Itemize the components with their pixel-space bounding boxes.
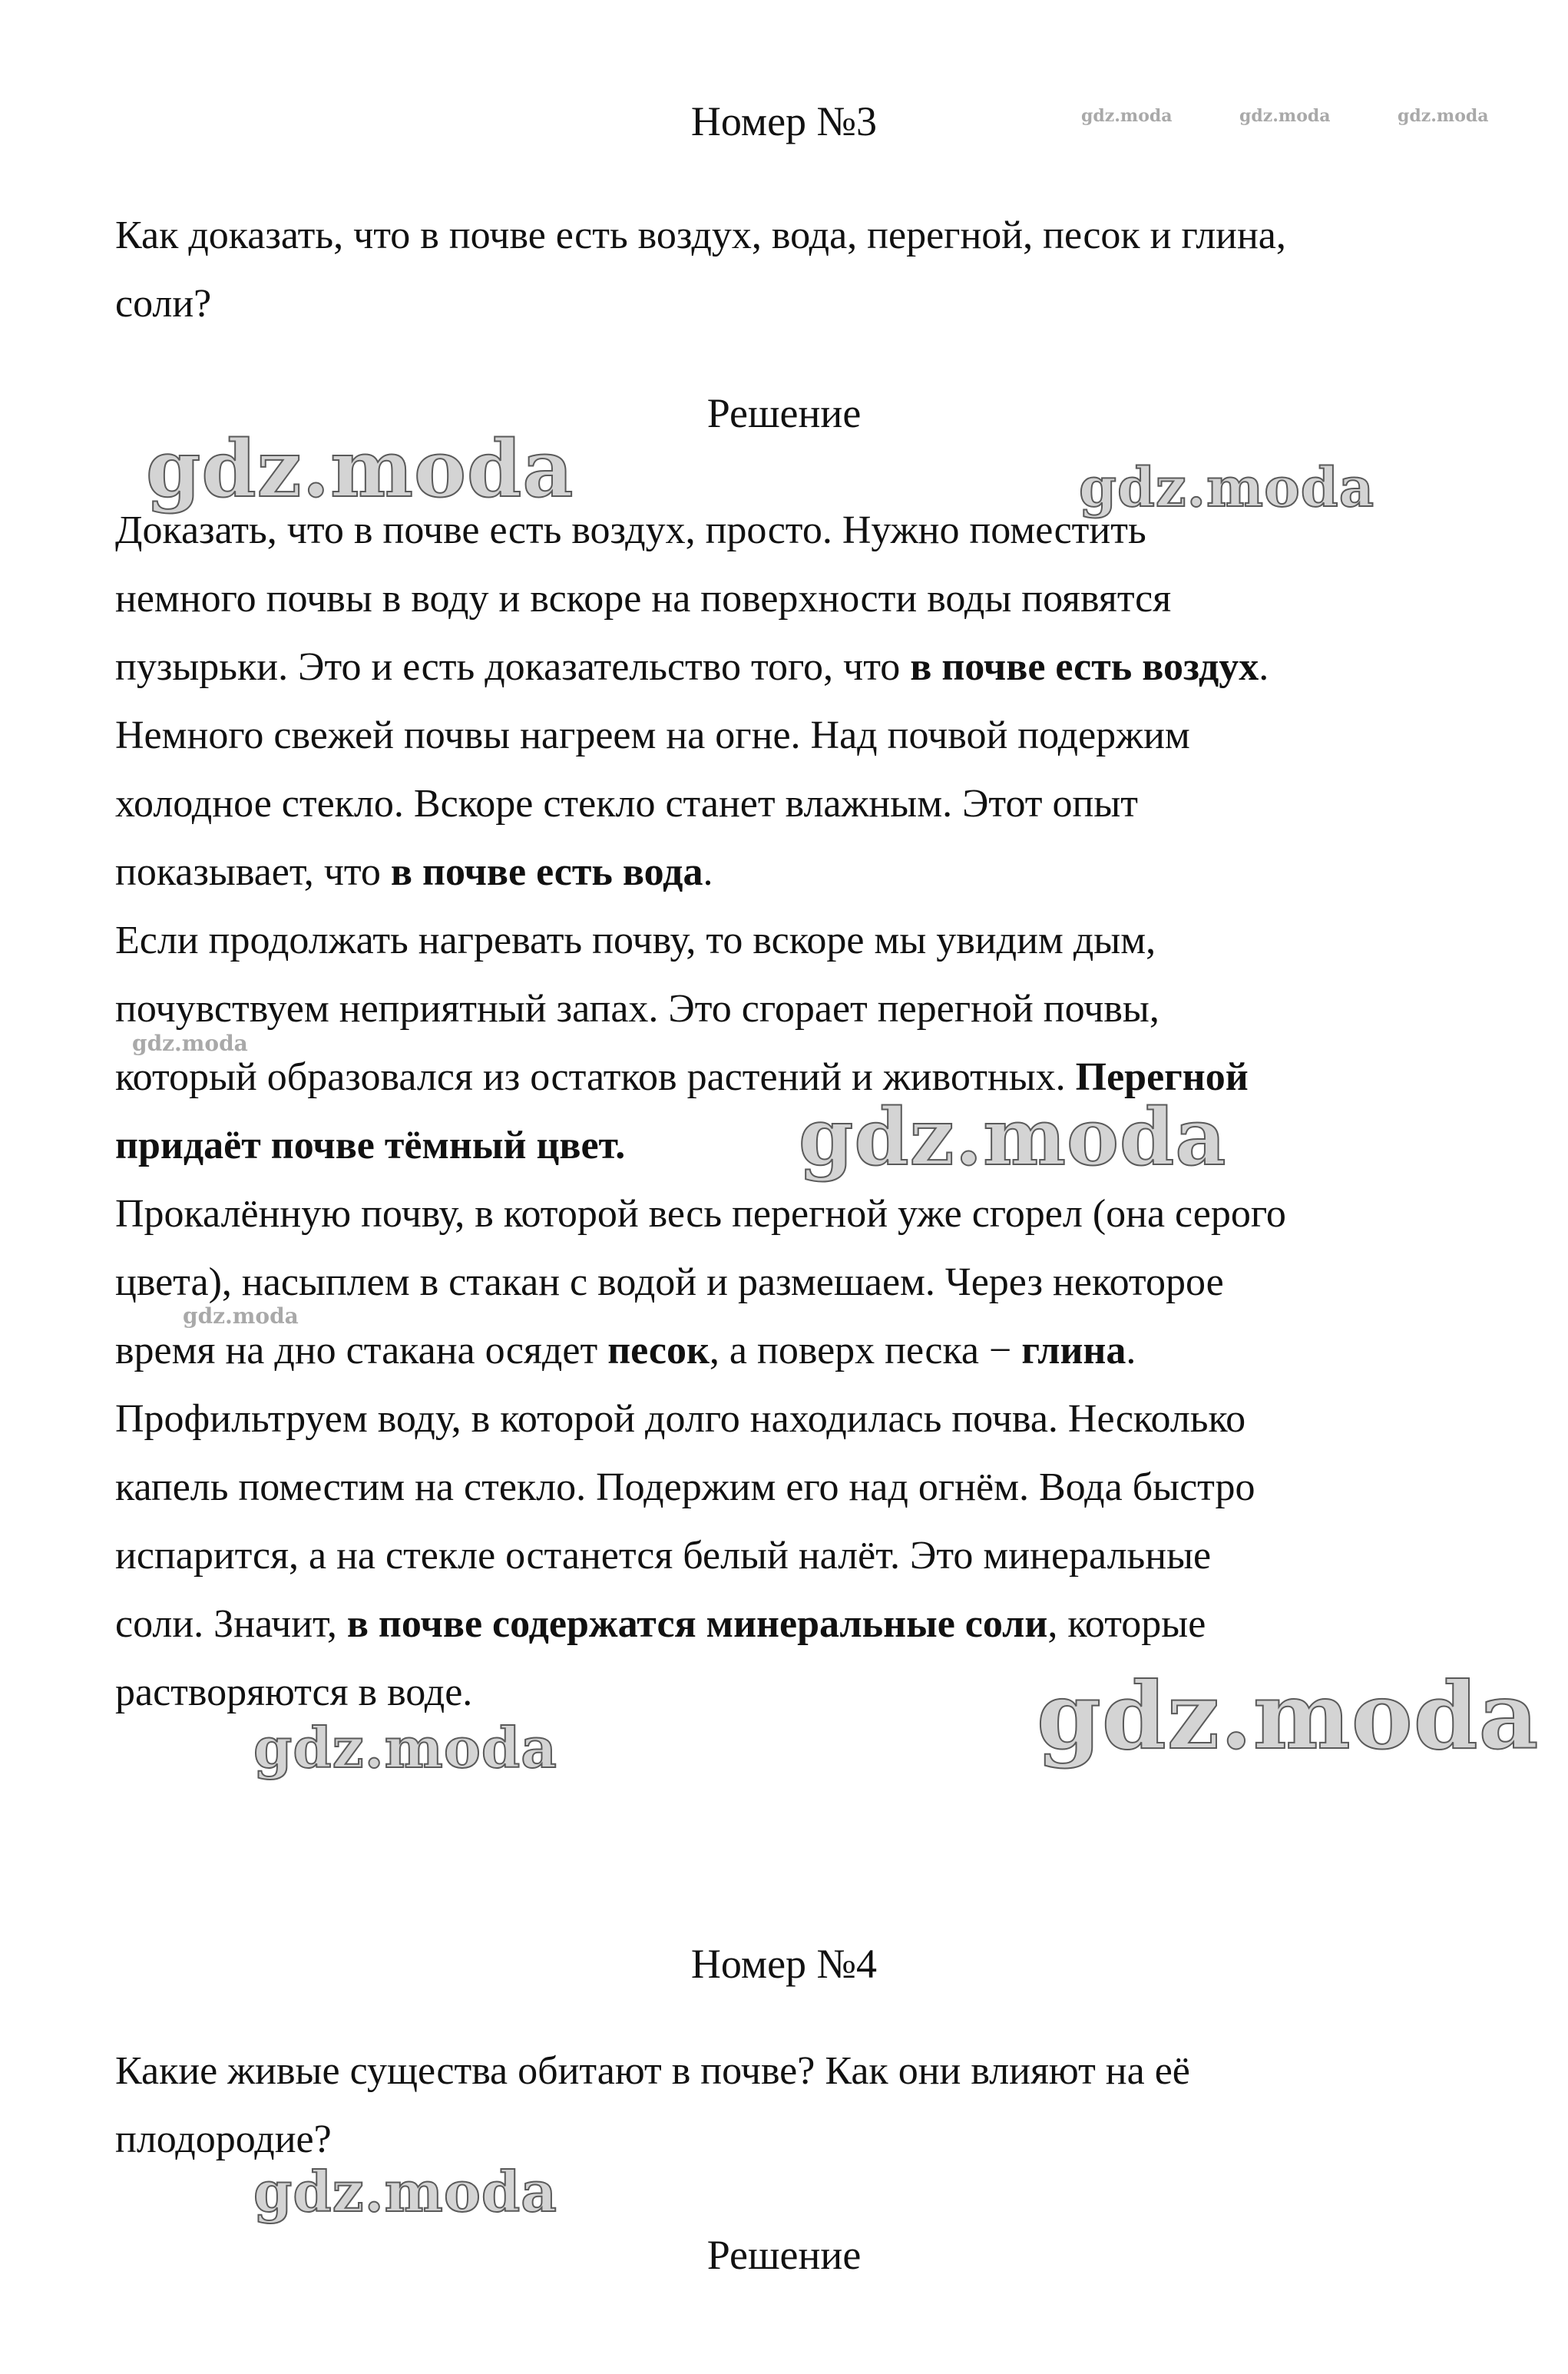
task3-answer-line <box>115 1248 1497 1316</box>
task4-solution-label: Решение <box>706 2232 862 2278</box>
text-run: время на дно стакана осядет <box>115 1329 608 1372</box>
bold-text: песок <box>607 1329 710 1372</box>
text-run: почувствуем неприятный запах. Это сгорает перегной почвы, <box>115 987 1159 1031</box>
task4-question-line-1: Какие живые существа обитают в почве? Как они влияют на её <box>115 2049 1190 2093</box>
text-run: холодное стекло. Вскоре стекло станет влажным. Этот опыт <box>115 782 1138 826</box>
task3-answer-line <box>115 565 1497 633</box>
task3-answer-line <box>115 1111 1497 1180</box>
task4-question-line-2: плодородие? <box>115 2117 332 2161</box>
task3-answer-line <box>115 1658 1497 1727</box>
task4-heading: Номер №4 <box>690 1941 878 1987</box>
bold-text: придаёт почве тёмный цвет. <box>115 1124 626 1167</box>
watermark: gdz.moda <box>1079 455 1375 519</box>
watermark: gdz.moda <box>183 1303 299 1329</box>
task3-question <box>115 201 1497 338</box>
text-run: испарится, а на стекле останется белый налёт. Это минеральные <box>115 1534 1212 1578</box>
bold-text: в почве есть воздух <box>910 645 1259 689</box>
text-run: немного почвы в воду и вскоре на поверхности воды появятся <box>115 577 1172 621</box>
text-run: Немного свежей почвы нагреем на огне. Над почвой подержим <box>115 714 1190 757</box>
text-run: . <box>1259 645 1269 689</box>
text-run: соли. Значит, <box>115 1602 347 1646</box>
text-run: Профильтруем воду, в которой долго находилась почва. Несколько <box>115 1397 1246 1441</box>
task4-question <box>115 2037 1497 2174</box>
task3-heading: Номер №3 <box>690 98 878 144</box>
text-run: растворяются в воде. <box>115 1670 473 1714</box>
watermark: gdz.moda <box>1239 106 1331 126</box>
watermark: gdz.moda <box>253 1715 557 1780</box>
task3-answer-line <box>115 496 1497 565</box>
watermark: gdz.moda <box>1037 1662 1540 1770</box>
task3-answer-line <box>115 975 1497 1043</box>
task3-answer-line <box>115 1316 1497 1385</box>
task3-answer-line <box>115 770 1497 838</box>
task3-answer-line <box>115 633 1497 701</box>
text-run: пузырьки. Это и есть доказательство того, что <box>115 645 911 689</box>
bold-text: глина <box>1021 1329 1126 1372</box>
text-run: капель поместим на стекло. Подержим его над огнём. Вода быстро <box>115 1465 1255 1509</box>
text-run: Прокалённую почву, в которой весь перегной уже сгорел (она серого <box>115 1192 1286 1236</box>
watermark: gdz.moda <box>799 1091 1227 1184</box>
bold-text: в почве содержатся минеральные соли <box>346 1602 1048 1646</box>
text-run: , которые <box>1047 1602 1206 1646</box>
watermark: gdz.moda <box>253 2159 557 2224</box>
watermark: gdz.moda <box>132 1031 248 1056</box>
text-run: показывает, что <box>115 850 391 894</box>
task3-question-line-1: Как доказать, что в почве есть воздух, вода, перегной, песок и глина, <box>115 214 1286 257</box>
task3-answer-line <box>115 1521 1497 1590</box>
task3-answer-line <box>115 1590 1497 1658</box>
task3-answer-line <box>115 1180 1497 1248</box>
text-run: который образовался из остатков растений и животных. <box>115 1055 1076 1099</box>
task3-answer-line <box>115 701 1497 770</box>
watermark: gdz.moda <box>1081 106 1173 126</box>
bold-text: Перегной <box>1075 1055 1249 1099</box>
watermark: gdz.moda <box>146 423 574 515</box>
text-run: . <box>703 850 713 894</box>
text-run: . <box>1126 1329 1136 1372</box>
text-run: Доказать, что в почве есть воздух, просто. Нужно поместить <box>115 508 1146 552</box>
watermark: gdz.moda <box>1398 106 1489 126</box>
task3-answer-line <box>115 906 1497 975</box>
task3-question-line-2: соли? <box>115 282 212 326</box>
task3-answer-line <box>115 1043 1497 1111</box>
task3-answer-line <box>115 1385 1497 1453</box>
bold-text: в почве есть вода <box>390 850 703 894</box>
task3-answer-line <box>115 1453 1497 1521</box>
text-run: , а поверх песка − <box>709 1329 1022 1372</box>
task3-answer-line <box>115 838 1497 906</box>
task3-solution-label: Решение <box>706 390 862 436</box>
text-run: цвета), насыплем в стакан с водой и размешаем. Через некоторое <box>115 1260 1224 1304</box>
task3-answer <box>115 496 1497 1727</box>
text-run: Если продолжать нагревать почву, то вскоре мы увидим дым, <box>115 919 1156 962</box>
